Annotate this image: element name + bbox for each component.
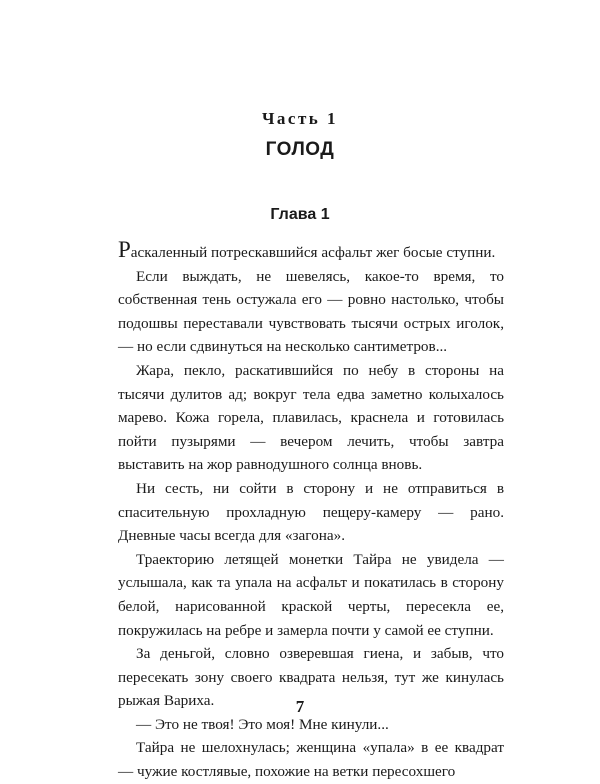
part-label: Часть 1 [261,109,339,128]
paragraph-5: Траекторию летящей монетки Тайра не увидела — услышала, как та упала на асфальт и покатилась в сторону белой, нарисованной краской черты, пересекла ее, покружилась на ребре и замерла почти у самой ее ступни. [118,550,504,639]
page-number: 7 [295,697,305,716]
paragraph-7: — Это не твоя! Это моя! Мне кинули... [136,715,389,733]
part-title: ГОЛОД [265,139,335,160]
drop-cap: Р [118,237,131,262]
paragraph-1-text: аскаленный потрескавшийся асфальт жег босые ступни. [130,244,496,261]
paragraph-3: Жара, пекло, раскатившийся по небу в стороны на тысячи дулитов ад; вокруг тела едва заметно колыхалось марево. Кожа горела, плавилась, краснела и готовилась пойти пузырями — вечером лечить, чтобы завтра выставить на жор равнодушного солнца вновь. [118,361,504,474]
chapter-title: Глава 1 [270,206,330,223]
paragraph-6: За деньгой, словно озверевшая гиена, и забыв, что пересекать зону своего квадрата нельзя, тут же кинулась рыжая Вариха. [118,645,504,710]
paragraph-2: Если выждать, не шевелясь, какое-то время, то собственная тень остужала его — ровно настолько, чтобы подошвы переставали чувствовать тысячи острых иголок, — но если сдвинуться на несколько сантиметров... [118,267,504,356]
paragraph-1 [118,238,504,265]
paragraph-4: Ни сесть, ни сойти в сторону и не отправиться в спасительную прохладную пещеру-камеру — рано. Дневные часы всегда для «загона». [118,479,504,545]
paragraph-8: Тайра не шелохнулась; женщина «упала» в ее квадрат — чужие костлявые, похожие на ветки пересохшего [118,739,504,781]
